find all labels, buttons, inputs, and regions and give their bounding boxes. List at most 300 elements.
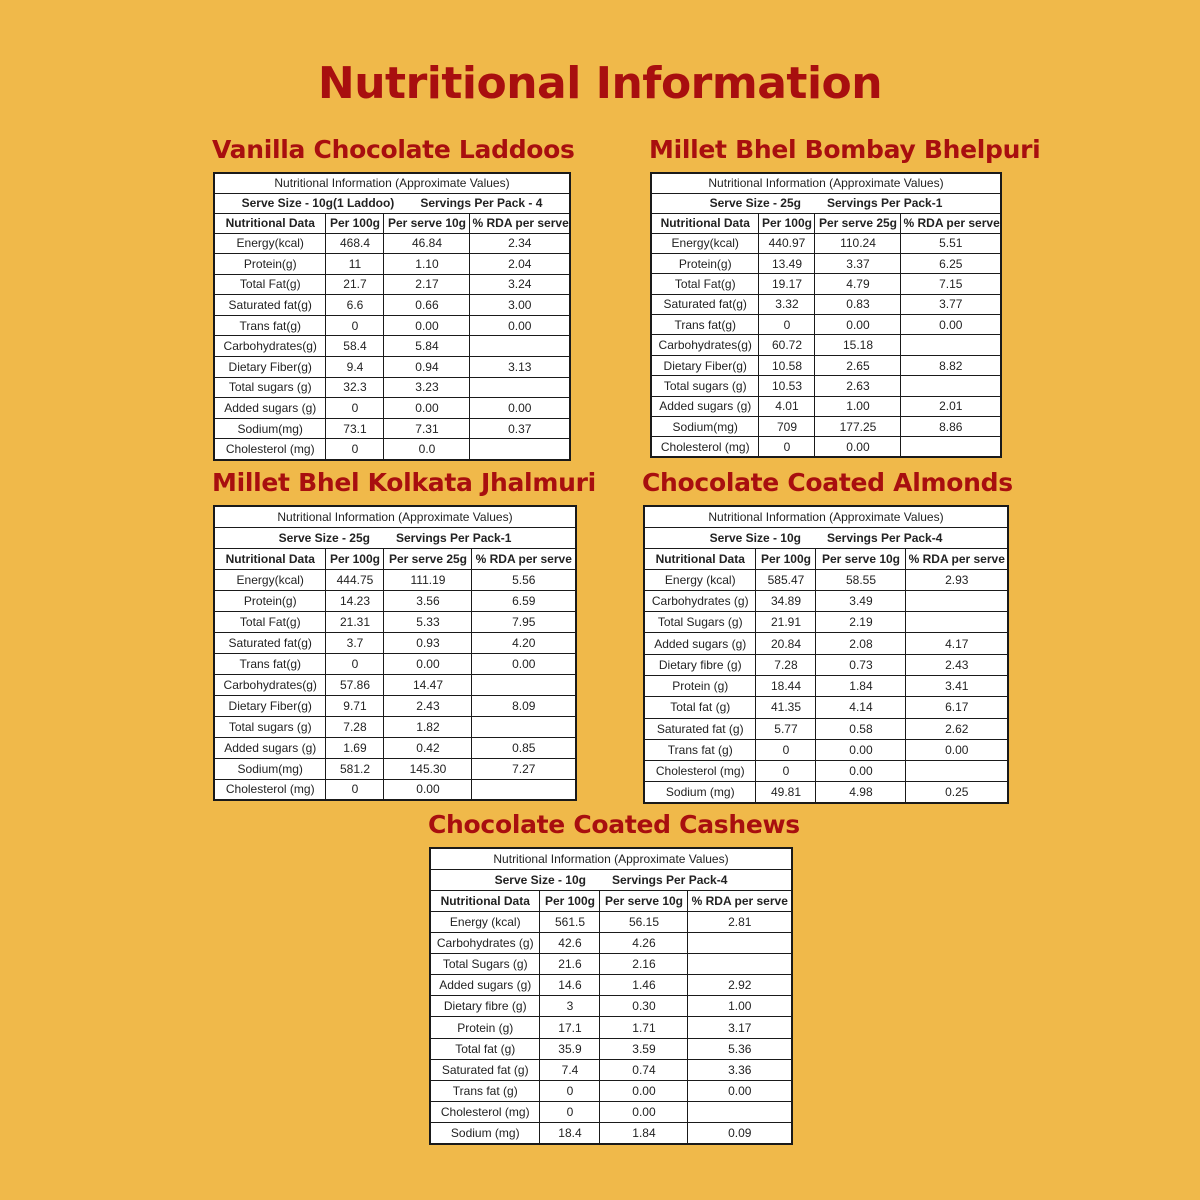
nutrient-name: Total sugars (g)	[214, 377, 326, 398]
nutrient-name: Carbohydrates (g)	[430, 932, 540, 953]
nutrient-value: 0.00	[470, 398, 570, 419]
nutrient-value: 177.25	[815, 417, 901, 437]
nutrient-name: Protein (g)	[430, 1017, 540, 1038]
nutrient-name: Saturated fat(g)	[214, 632, 326, 653]
table-row	[644, 633, 1008, 654]
nutrient-value: 4.79	[815, 274, 901, 294]
nutrient-value: 0.00	[816, 739, 906, 760]
nutrient-value: 6.25	[901, 253, 1001, 273]
nutrient-value: 0.00	[688, 1081, 792, 1102]
nutrient-name: Dietary fibre (g)	[430, 996, 540, 1017]
table-row	[644, 590, 1008, 611]
table-row	[644, 654, 1008, 675]
nutrient-value: 0	[759, 437, 815, 457]
column-header-rda-per-serve: % RDA per serve	[688, 890, 792, 911]
nutrition-table	[213, 172, 571, 461]
nutrient-value: 5.51	[901, 233, 1001, 253]
nutrient-value: 2.65	[815, 355, 901, 375]
table-row	[214, 254, 570, 275]
nutrient-value: 4.26	[600, 932, 688, 953]
nutrient-value: 0.74	[600, 1059, 688, 1080]
table-row	[214, 569, 576, 590]
table-row	[651, 274, 1001, 294]
nutrient-value: 4.17	[906, 633, 1008, 654]
table-row	[214, 758, 576, 779]
nutrient-value: 0	[759, 315, 815, 335]
table-caption: Nutritional Information (Approximate Values)	[214, 173, 570, 193]
nutrient-value: 3.7	[326, 632, 384, 653]
column-header-per-serve-25g: Per serve 25g	[384, 548, 472, 569]
nutrient-value: 0.00	[901, 315, 1001, 335]
table-row	[651, 315, 1001, 335]
nutrient-value: 0.00	[815, 437, 901, 457]
nutrient-value: 21.31	[326, 611, 384, 632]
nutrient-value: 0.09	[688, 1123, 792, 1144]
nutrient-name: Total fat (g)	[644, 697, 756, 718]
nutrient-value: 7.15	[901, 274, 1001, 294]
column-header-nutritional-data: Nutritional Data	[644, 548, 756, 569]
nutrient-value: 3.13	[470, 357, 570, 378]
table-row	[214, 418, 570, 439]
nutrient-name: Dietary fibre (g)	[644, 654, 756, 675]
nutrient-value	[470, 439, 570, 460]
servings-per-pack: Servings Per Pack - 4	[420, 196, 543, 210]
nutrient-name: Added sugars (g)	[214, 398, 326, 419]
nutrient-value: 0.93	[384, 632, 472, 653]
nutrient-value: 3.56	[384, 590, 472, 611]
nutrient-value: 21.7	[326, 274, 384, 295]
nutrient-value: 3.32	[759, 294, 815, 314]
nutrient-value: 5.36	[688, 1038, 792, 1059]
nutrient-name: Energy(kcal)	[214, 569, 326, 590]
column-header-nutritional-data: Nutritional Data	[430, 890, 540, 911]
serve-info	[214, 527, 576, 548]
column-header-per-serve-25g: Per serve 25g	[815, 213, 901, 233]
table-row	[651, 396, 1001, 416]
table-row	[651, 294, 1001, 314]
column-header-rda-per-serve: % RDA per serve	[906, 548, 1008, 569]
nutrient-value: 2.43	[906, 654, 1008, 675]
nutrient-value	[688, 953, 792, 974]
nutrient-value: 8.86	[901, 417, 1001, 437]
nutrient-name: Protein(g)	[651, 253, 759, 273]
table-caption: Nutritional Information (Approximate Values)	[214, 506, 576, 527]
table-row	[430, 953, 792, 974]
table-row	[430, 996, 792, 1017]
nutrient-value: 0.66	[384, 295, 470, 316]
nutrient-value: 9.71	[326, 695, 384, 716]
nutrient-value: 2.17	[384, 274, 470, 295]
nutrient-name: Saturated fat(g)	[651, 294, 759, 314]
nutrient-value: 6.59	[472, 590, 576, 611]
table-caption: Nutritional Information (Approximate Values)	[644, 506, 1008, 527]
product-title: Millet Bhel Bombay Bhelpuri	[649, 135, 1041, 164]
table-caption: Nutritional Information (Approximate Values)	[430, 848, 792, 869]
nutrient-name: Carbohydrates(g)	[214, 674, 326, 695]
nutrient-value: 2.19	[816, 612, 906, 633]
nutrient-value: 34.89	[756, 590, 816, 611]
nutrient-name: Cholesterol (mg)	[214, 439, 326, 460]
nutrient-value: 0.00	[600, 1102, 688, 1123]
nutrient-value: 11	[326, 254, 384, 275]
nutrient-value: 0	[326, 398, 384, 419]
nutrient-name: Added sugars (g)	[644, 633, 756, 654]
table-row	[651, 253, 1001, 273]
table-row	[430, 1059, 792, 1080]
product-title: Millet Bhel Kolkata Jhalmuri	[212, 468, 596, 497]
column-header-per-100g: Per 100g	[326, 548, 384, 569]
nutrient-value: 7.4	[540, 1059, 600, 1080]
column-header-per-100g: Per 100g	[756, 548, 816, 569]
nutrient-value: 7.27	[472, 758, 576, 779]
nutrient-value	[901, 376, 1001, 396]
column-header-nutritional-data: Nutritional Data	[651, 213, 759, 233]
table-row	[430, 1081, 792, 1102]
nutrient-value: 3.17	[688, 1017, 792, 1038]
nutrient-value: 1.00	[815, 396, 901, 416]
nutrient-name: Total Sugars (g)	[430, 953, 540, 974]
nutrient-name: Sodium (mg)	[644, 782, 756, 803]
table-row	[214, 716, 576, 737]
nutrient-value: 5.56	[472, 569, 576, 590]
table-caption: Nutritional Information (Approximate Values)	[651, 173, 1001, 193]
column-header-per-100g: Per 100g	[540, 890, 600, 911]
nutrient-value: 3.41	[906, 675, 1008, 696]
table-row	[644, 569, 1008, 590]
nutrient-value: 2.43	[384, 695, 472, 716]
nutrient-value: 581.2	[326, 758, 384, 779]
nutrition-table	[643, 505, 1009, 804]
column-header-nutritional-data: Nutritional Data	[214, 213, 326, 233]
nutrient-value: 1.82	[384, 716, 472, 737]
nutrient-value: 6.6	[326, 295, 384, 316]
serve-size: Serve Size - 10g	[709, 530, 801, 545]
nutrient-value: 2.04	[470, 254, 570, 275]
page-title: Nutritional Information	[317, 58, 883, 109]
nutrient-value: 18.44	[756, 675, 816, 696]
nutrient-value: 0.00	[384, 315, 470, 336]
table-row	[214, 779, 576, 800]
serve-size: Serve Size - 10g	[494, 872, 586, 887]
table-block-chocolate-coated-cashews	[428, 809, 800, 1145]
nutrient-value: 0.00	[470, 315, 570, 336]
nutrient-value: 2.81	[688, 911, 792, 932]
table-row	[214, 695, 576, 716]
column-header-rda-per-serve: % RDA per serve	[470, 213, 570, 233]
nutrient-value: 7.28	[326, 716, 384, 737]
nutrient-value: 0.0	[384, 439, 470, 460]
nutrient-value	[472, 716, 576, 737]
nutrient-value: 2.34	[470, 233, 570, 254]
nutrient-value: 3.00	[470, 295, 570, 316]
table-row	[214, 377, 570, 398]
nutrient-value: 10.53	[759, 376, 815, 396]
nutrient-name: Energy (kcal)	[644, 569, 756, 590]
nutrient-name: Energy(kcal)	[651, 233, 759, 253]
nutrient-value: 0	[540, 1102, 600, 1123]
nutrient-value: 1.00	[688, 996, 792, 1017]
nutrient-name: Cholesterol (mg)	[644, 761, 756, 782]
nutrient-value	[472, 674, 576, 695]
nutrient-value: 585.47	[756, 569, 816, 590]
nutrient-value: 0.42	[384, 737, 472, 758]
nutrient-name: Added sugars (g)	[651, 396, 759, 416]
serve-info	[644, 527, 1008, 548]
nutrient-value: 3.23	[384, 377, 470, 398]
servings-per-pack: Servings Per Pack-4	[826, 530, 943, 545]
nutrient-value: 49.81	[756, 782, 816, 803]
table-block-chocolate-coated-almonds	[642, 467, 1013, 804]
table-row	[430, 1123, 792, 1144]
nutrient-value: 4.20	[472, 632, 576, 653]
nutrient-name: Protein (g)	[644, 675, 756, 696]
serve-info	[430, 869, 792, 890]
nutrient-value: 4.98	[816, 782, 906, 803]
nutrient-value	[906, 612, 1008, 633]
nutrient-value: 8.09	[472, 695, 576, 716]
nutrient-name: Total Fat(g)	[214, 611, 326, 632]
nutrient-value: 1.46	[600, 975, 688, 996]
nutrient-value: 19.17	[759, 274, 815, 294]
nutrient-value: 58.55	[816, 569, 906, 590]
nutrient-name: Trans fat(g)	[214, 653, 326, 674]
table-row	[214, 590, 576, 611]
servings-per-pack: Servings Per Pack-4	[611, 872, 728, 887]
column-header-per-100g: Per 100g	[326, 213, 384, 233]
servings-per-pack: Servings Per Pack-1	[826, 196, 943, 210]
nutrient-name: Sodium(mg)	[214, 418, 326, 439]
nutrient-name: Total sugars (g)	[651, 376, 759, 396]
column-header-per-100g: Per 100g	[759, 213, 815, 233]
table-row	[214, 653, 576, 674]
nutrient-value: 4.14	[816, 697, 906, 718]
nutrient-value: 32.3	[326, 377, 384, 398]
nutrient-value: 21.91	[756, 612, 816, 633]
nutrient-value	[901, 437, 1001, 457]
nutrient-value: 0	[756, 739, 816, 760]
table-row	[214, 398, 570, 419]
nutrient-value: 440.97	[759, 233, 815, 253]
table-row	[651, 233, 1001, 253]
nutrient-value: 110.24	[815, 233, 901, 253]
nutrient-value: 5.84	[384, 336, 470, 357]
table-row	[644, 697, 1008, 718]
nutrient-value	[688, 932, 792, 953]
table-row	[214, 315, 570, 336]
nutrient-value	[470, 336, 570, 357]
nutrient-value	[901, 335, 1001, 355]
nutrient-name: Total fat (g)	[430, 1038, 540, 1059]
column-header-per-serve-10g: Per serve 10g	[816, 548, 906, 569]
nutrient-value: 0.73	[816, 654, 906, 675]
nutrient-value: 0.00	[906, 739, 1008, 760]
nutrient-value: 35.9	[540, 1038, 600, 1059]
nutrient-value: 73.1	[326, 418, 384, 439]
nutrient-value: 3.24	[470, 274, 570, 295]
nutrient-value: 0	[326, 653, 384, 674]
nutrient-value: 57.86	[326, 674, 384, 695]
nutrient-value	[688, 1102, 792, 1123]
nutrient-value: 8.82	[901, 355, 1001, 375]
nutrient-name: Cholesterol (mg)	[430, 1102, 540, 1123]
nutrient-name: Total Fat(g)	[651, 274, 759, 294]
nutrient-value	[906, 590, 1008, 611]
table-row	[651, 335, 1001, 355]
table-row	[214, 737, 576, 758]
table-row	[214, 632, 576, 653]
table-row	[214, 336, 570, 357]
table-row	[214, 611, 576, 632]
nutrient-value: 0.37	[470, 418, 570, 439]
nutrient-name: Saturated fat (g)	[644, 718, 756, 739]
nutrient-value	[472, 779, 576, 800]
table-row	[430, 975, 792, 996]
nutrient-value: 0.30	[600, 996, 688, 1017]
nutrient-value: 2.63	[815, 376, 901, 396]
product-title: Chocolate Coated Almonds	[642, 468, 1013, 497]
nutrient-value: 111.19	[384, 569, 472, 590]
table-row	[651, 417, 1001, 437]
nutrient-value: 3.77	[901, 294, 1001, 314]
nutrient-value: 14.47	[384, 674, 472, 695]
nutrient-name: Saturated fat (g)	[430, 1059, 540, 1080]
nutrient-value: 0.83	[815, 294, 901, 314]
nutrient-name: Protein(g)	[214, 254, 326, 275]
serve-size: Serve Size - 25g	[709, 196, 801, 210]
column-header-rda-per-serve: % RDA per serve	[472, 548, 576, 569]
nutrient-value: 1.84	[816, 675, 906, 696]
nutrient-value: 3.36	[688, 1059, 792, 1080]
nutrient-value: 2.93	[906, 569, 1008, 590]
nutrient-value: 0.00	[815, 315, 901, 335]
nutrient-value: 145.30	[384, 758, 472, 779]
nutrient-value: 1.69	[326, 737, 384, 758]
nutrient-name: Carbohydrates (g)	[644, 590, 756, 611]
nutrient-value: 0.85	[472, 737, 576, 758]
nutrient-name: Trans fat (g)	[644, 739, 756, 760]
nutrient-value: 5.77	[756, 718, 816, 739]
nutrient-value: 444.75	[326, 569, 384, 590]
nutrient-name: Dietary Fiber(g)	[214, 357, 326, 378]
serve-info	[214, 193, 570, 213]
nutrient-value: 3.37	[815, 253, 901, 273]
nutrient-value: 0	[326, 779, 384, 800]
table-row	[214, 357, 570, 378]
table-block-vanilla-chocolate-laddoos	[212, 134, 575, 461]
nutrient-value: 21.6	[540, 953, 600, 974]
nutrient-value: 17.1	[540, 1017, 600, 1038]
nutrient-value: 468.4	[326, 233, 384, 254]
table-row	[214, 439, 570, 460]
nutrient-value: 10.58	[759, 355, 815, 375]
nutrient-value: 20.84	[756, 633, 816, 654]
nutrient-value: 0.00	[384, 653, 472, 674]
servings-per-pack: Servings Per Pack-1	[395, 530, 512, 545]
nutrient-value: 2.92	[688, 975, 792, 996]
nutrient-value	[906, 761, 1008, 782]
nutrient-name: Sodium (mg)	[430, 1123, 540, 1144]
table-row	[644, 675, 1008, 696]
nutrient-value: 18.4	[540, 1123, 600, 1144]
nutrient-value: 0	[326, 315, 384, 336]
table-block-millet-bhel-kolkata-jhalmuri	[212, 467, 596, 801]
nutrient-value: 2.62	[906, 718, 1008, 739]
nutrient-value: 1.71	[600, 1017, 688, 1038]
nutrient-value: 0.25	[906, 782, 1008, 803]
table-row	[430, 1017, 792, 1038]
table-row	[430, 932, 792, 953]
nutrient-value: 4.01	[759, 396, 815, 416]
nutrient-value: 1.84	[600, 1123, 688, 1144]
table-row	[430, 1102, 792, 1123]
nutrient-name: Energy (kcal)	[430, 911, 540, 932]
product-title: Vanilla Chocolate Laddoos	[212, 135, 575, 164]
nutrient-name: Energy(kcal)	[214, 233, 326, 254]
nutrient-value: 14.6	[540, 975, 600, 996]
nutrient-value: 0.58	[816, 718, 906, 739]
table-row	[214, 274, 570, 295]
nutrient-value: 3	[540, 996, 600, 1017]
nutrient-value: 41.35	[756, 697, 816, 718]
table-row	[651, 355, 1001, 375]
nutrient-value: 15.18	[815, 335, 901, 355]
nutrient-name: Sodium(mg)	[651, 417, 759, 437]
nutrient-name: Carbohydrates(g)	[214, 336, 326, 357]
nutrition-table	[429, 847, 793, 1145]
nutrient-value: 0	[540, 1081, 600, 1102]
nutrient-value: 7.28	[756, 654, 816, 675]
table-row	[644, 718, 1008, 739]
nutrient-value: 7.95	[472, 611, 576, 632]
nutrient-value: 42.6	[540, 932, 600, 953]
nutrient-value: 0	[326, 439, 384, 460]
table-row	[430, 1038, 792, 1059]
nutrient-name: Total sugars (g)	[214, 716, 326, 737]
table-row	[430, 911, 792, 932]
nutrient-name: Cholesterol (mg)	[651, 437, 759, 457]
nutrient-name: Total Fat(g)	[214, 274, 326, 295]
table-row	[651, 437, 1001, 457]
serve-size: Serve Size - 25g	[278, 530, 370, 545]
nutrient-value: 3.59	[600, 1038, 688, 1059]
nutrient-value: 0.00	[384, 398, 470, 419]
nutrient-name: Added sugars (g)	[430, 975, 540, 996]
nutrition-table	[213, 505, 577, 801]
table-row	[214, 233, 570, 254]
nutrient-name: Total Sugars (g)	[644, 612, 756, 633]
table-row	[644, 761, 1008, 782]
table-row	[644, 782, 1008, 803]
column-header-rda-per-serve: % RDA per serve	[901, 213, 1001, 233]
nutrient-name: Sodium(mg)	[214, 758, 326, 779]
nutrient-value: 0.00	[600, 1081, 688, 1102]
nutrient-value: 2.08	[816, 633, 906, 654]
nutrient-name: Saturated fat(g)	[214, 295, 326, 316]
nutrient-value: 14.23	[326, 590, 384, 611]
nutrient-value: 561.5	[540, 911, 600, 932]
nutrient-value	[470, 377, 570, 398]
nutrient-value: 0.94	[384, 357, 470, 378]
column-header-nutritional-data: Nutritional Data	[214, 548, 326, 569]
nutrient-name: Trans fat (g)	[430, 1081, 540, 1102]
table-row	[651, 376, 1001, 396]
nutrient-value: 5.33	[384, 611, 472, 632]
serve-size: Serve Size - 10g(1 Laddoo)	[241, 196, 395, 210]
nutrient-value: 56.15	[600, 911, 688, 932]
nutrient-value: 1.10	[384, 254, 470, 275]
serve-info	[651, 193, 1001, 213]
nutrient-value: 6.17	[906, 697, 1008, 718]
